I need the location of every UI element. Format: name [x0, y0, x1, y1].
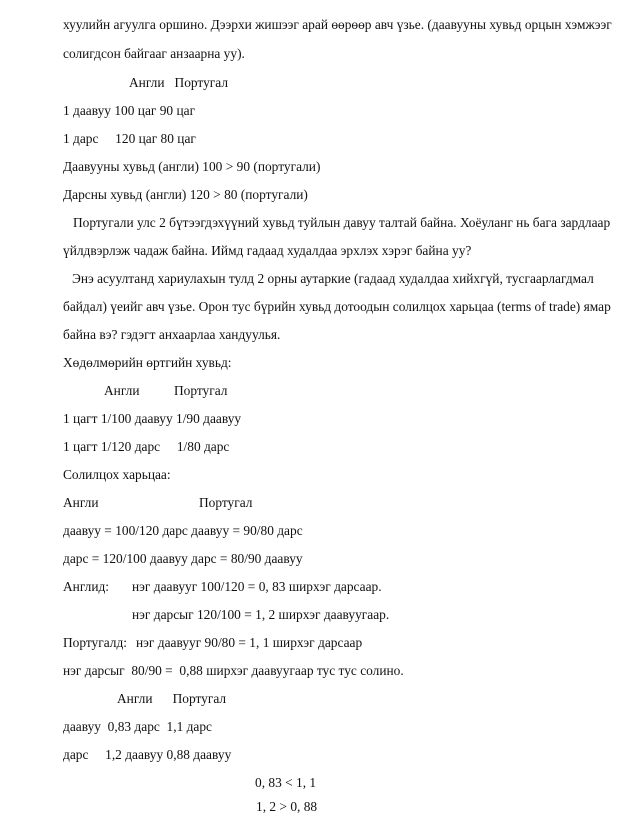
exchange-line: нэг даавууг 100/120 = 0, 83 ширхэг дарсаар. [132, 579, 382, 594]
paragraph-line: солигдсон байгааг анзаарна уу). [63, 46, 245, 61]
table-row: 1 дарс 120 цаг 80 цаг [63, 131, 196, 146]
table-header-cell: Англи [104, 383, 140, 398]
table-row: 1 цагт 1/100 даавуу 1/90 даавуу [63, 411, 242, 426]
table-header-row: Англи Португал [117, 691, 227, 706]
table-row: 1 даавуу 100 цаг 90 цаг [63, 103, 196, 118]
table-row: дарс = 120/100 даавуу дарс = 80/90 даавуу [63, 551, 303, 566]
table-row: даавуу = 100/120 дарс даавуу = 90/80 дарс [63, 523, 303, 538]
paragraph-line: үйлдвэрлэж чадаж байна. Иймд гадаад худалдаа эрхлэх хэрэг байна уу? [63, 243, 472, 258]
paragraph-line: Португали улс 2 бүтээгдэхүүний хувьд туйлын давуу талтай байна. Хоёуланг нь бага зардлаар [73, 215, 611, 230]
paragraph-line: байдал) үеийг авч үзье. Орон тус бүрийн хувьд дотоодын солилцох харьцаа (terms of trade) ямар [63, 299, 611, 314]
inequality-line: 0, 83 < 1, 1 [255, 775, 317, 790]
table-row: даавуу 0,83 дарс 1,1 дарс [63, 719, 213, 734]
table-header-row: Англи Португал [129, 75, 229, 90]
table-row: 1 цагт 1/120 дарс 1/80 дарс [63, 439, 230, 454]
table-header-cell: Португал [174, 383, 228, 398]
comparison-line: Дарсны хувьд (англи) 120 > 80 (португали) [63, 187, 308, 202]
paragraph-line: Энэ асуултанд хариулахын тулд 2 орны аутаркие (гадаад худалдаа хийхгүй, тусгаарлагдмал [72, 271, 594, 286]
country-label: Англид: [63, 579, 110, 594]
section-heading: Солилцох харьцаа: [63, 467, 171, 482]
table-header-cell: Англи [63, 495, 99, 510]
table-row: дарс 1,2 даавуу 0,88 даавуу [63, 747, 232, 762]
exchange-line: нэг дарсыг 120/100 = 1, 2 ширхэг даавуугаар. [132, 607, 390, 622]
comparison-line: Даавууны хувьд (англи) 100 > 90 (португали) [63, 159, 321, 174]
paragraph-line: байна вэ? гэдэгт анхаарлаа хандуулья. [63, 327, 281, 342]
country-label: Португалд: [63, 635, 128, 650]
table-header-cell: Португал [199, 495, 253, 510]
paragraph-line: хуулийн агуулга оршино. Дээрхи жишээг арай өөрөөр авч үзье. (даавууны хувьд орцын хэмжээг [63, 17, 612, 32]
inequality-line: 1, 2 > 0, 88 [256, 799, 318, 814]
section-heading: Хөдөлмөрийн өртгийн хувьд: [63, 355, 232, 370]
exchange-line: нэг даавууг 90/80 = 1, 1 ширхэг дарсаар [136, 635, 363, 650]
exchange-line: нэг дарсыг 80/90 = 0,88 ширхэг даавуугаар тус тус солино. [63, 663, 404, 678]
